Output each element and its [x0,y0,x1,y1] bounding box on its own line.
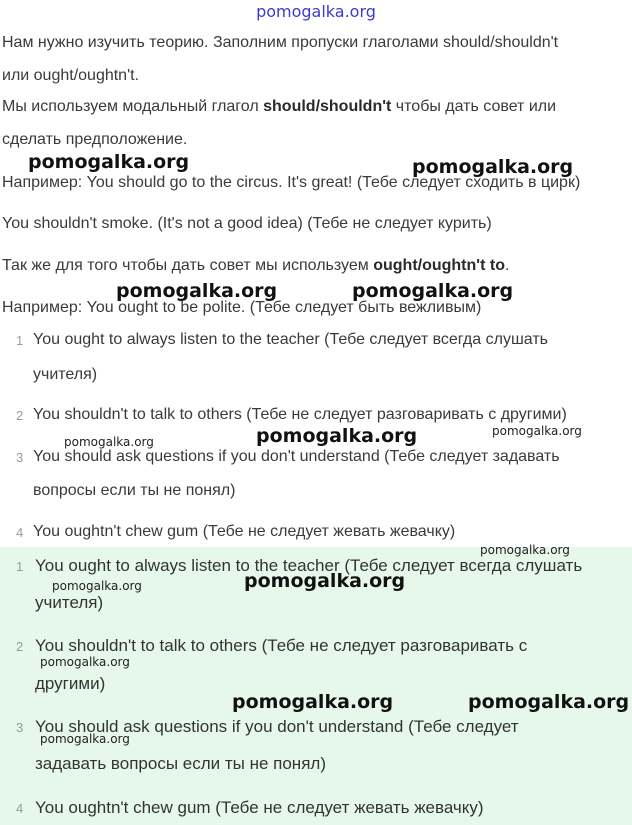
watermark-top: pomogalka.org [256,2,376,21]
intro-line-3-pre: Мы используем модальный глагол [2,98,264,115]
list-item-cont: учителя) [33,366,98,383]
answer-item-cont: учителя) [35,593,104,612]
list-item: You shouldn't to talk to others (Тебе не следует разговаривать с другими) [33,406,567,423]
watermark: pomogalka.org [232,691,394,713]
answer-item-cont: другими) [35,674,106,693]
answer-number: 1 [16,559,24,574]
watermark: pomogalka.org [116,280,278,302]
watermark: pomogalka.org [256,425,418,447]
answer-item: You shouldn't to talk to others (Тебе не следует разговаривать с [35,636,528,655]
list-number: 3 [16,450,24,465]
intro-line-5-post: . [504,257,510,274]
list-item-cont: вопросы если ты не понял) [33,482,236,499]
watermark: pomogalka.org [40,655,130,669]
watermark: pomogalka.org [468,691,630,713]
watermark: pomogalka.org [64,435,154,449]
answer-number: 3 [16,720,24,735]
list-number: 4 [16,525,24,540]
list-item: You ought to always listen to the teacher (Тебе следует всегда слушать [33,331,548,348]
watermark: pomogalka.org [412,156,574,178]
intro-line-3-bold: should/shouldn't [263,98,392,115]
intro-line-3 [2,98,556,116]
list-item: You oughtn't chew gum (Тебе не следует жевать жевачку) [33,523,456,540]
intro-line-4: сделать предположение. [2,131,188,148]
list-number: 2 [16,408,24,423]
intro-line-5-pre: Так же для того чтобы дать совет мы используем [2,257,374,274]
example-1: Например: You should go to the circus. It's great! (Тебе следует сходить в цирк) [2,174,581,191]
watermark: pomogalka.org [40,732,130,746]
list-number: 1 [16,333,24,348]
answer-number: 4 [16,801,24,816]
answer-number: 2 [16,639,24,654]
answer-item: You oughtn't chew gum (Тебе не следует жевать жевачку) [35,798,484,817]
intro-line-5 [2,257,509,275]
list-item: You should ask questions if you don't understand (Тебе следует задавать [33,448,560,465]
answer-item: You should ask questions if you don't understand (Тебе следует [35,717,519,736]
intro-line-2: или ought/oughtn't. [2,67,140,84]
watermark: pomogalka.org [28,151,190,173]
intro-line-3-post: чтобы дать совет или [391,98,557,115]
answer-block [0,543,632,825]
watermark: pomogalka.org [352,280,514,302]
example-2: You shouldn't smoke. (It's not a good idea) (Тебе не следует курить) [2,215,492,232]
answer-item-cont: задавать вопросы если ты не понял) [35,754,326,773]
intro-line-1: Нам нужно изучить теорию. Заполним пропуски глаголами should/shouldn't [2,34,559,51]
answer-item: You ought to always listen to the teacher (Тебе следует всегда слушать [35,556,583,575]
watermark: pomogalka.org [492,424,582,438]
watermark: pomogalka.org [244,570,406,592]
example-3: Например: You ought to be polite. (Тебе следует быть вежливым) [2,299,482,316]
watermark: pomogalka.org [480,543,570,557]
watermark: pomogalka.org [52,579,142,593]
intro-line-5-bold: ought/oughtn't to [373,257,505,274]
